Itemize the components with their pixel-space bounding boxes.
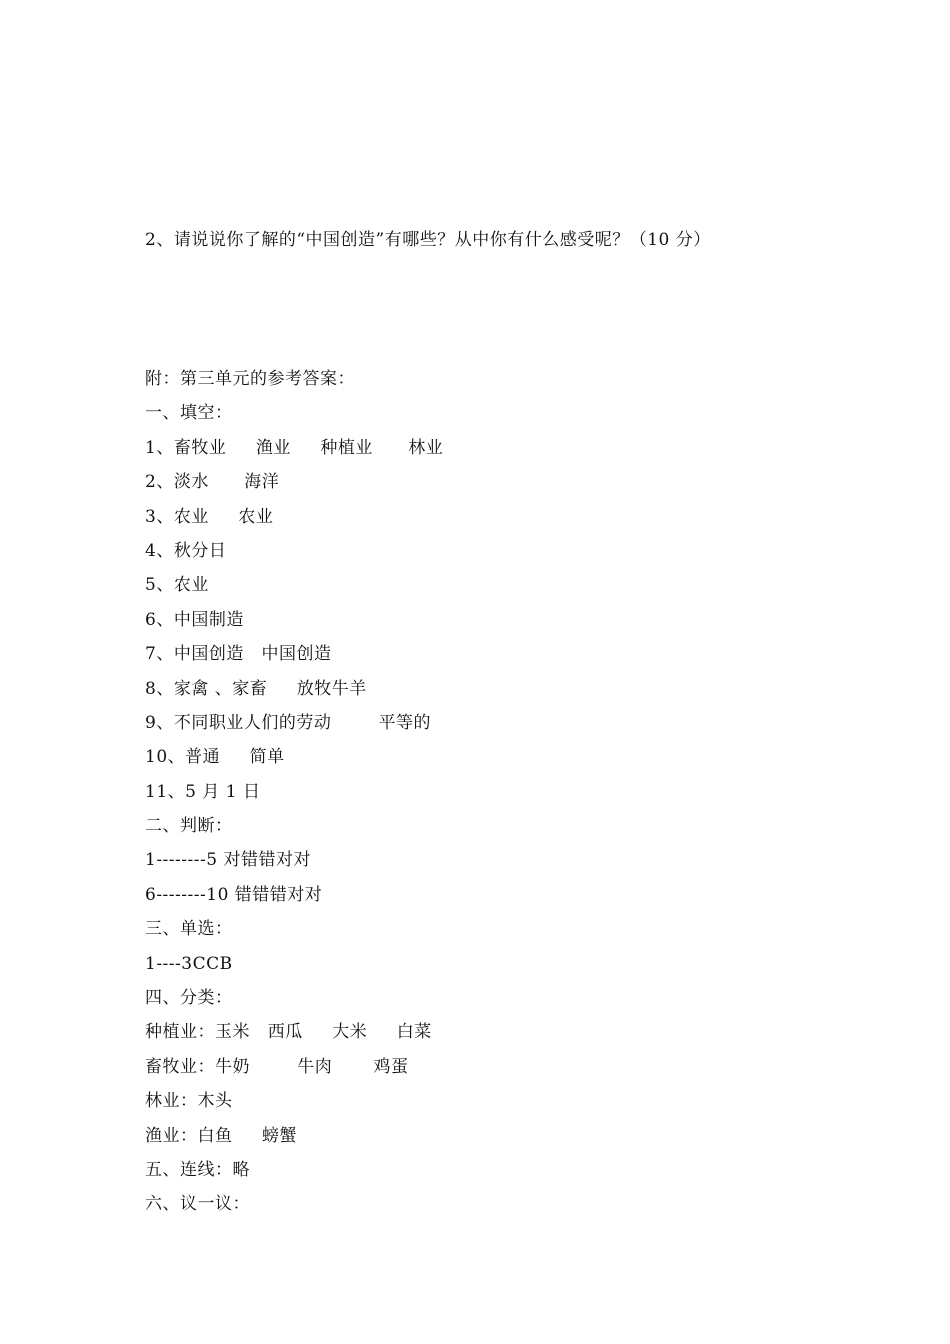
- answer-key: [145, 368, 443, 1228]
- answer-heading: 附：第三单元的参考答案：: [145, 369, 355, 389]
- section-single-choice: 三、单选：: [145, 919, 233, 940]
- answer-line: 9、不同职业人们的劳动 平等的: [145, 712, 432, 733]
- answer-line: 种植业：玉米 西瓜 大米 白菜: [145, 1022, 432, 1043]
- answer-line: 1----3CCB: [145, 953, 233, 974]
- section-fill-blank: 一、填空：: [145, 403, 233, 424]
- answer-line: 4、秋分日: [145, 540, 227, 561]
- answer-line: 1、畜牧业 渔业 种植业 林业: [145, 437, 444, 458]
- answer-line: 2、淡水 海洋: [145, 472, 280, 493]
- answer-line: 1--------5 对错错对对: [145, 850, 311, 871]
- answer-line: 8、家禽 、家畜 放牧牛羊: [145, 678, 367, 699]
- answer-line: 7、中国创造 中国创造: [145, 644, 332, 665]
- section-matching: 五、连线：略: [145, 1159, 250, 1180]
- answer-line: 渔业：白鱼 螃蟹: [145, 1125, 298, 1146]
- section-true-false: 二、判断：: [145, 816, 233, 837]
- answer-line: 6、中国制造: [145, 609, 244, 630]
- question-2: 2、请说说你了解的“中国创造”有哪些？从中你有什么感受呢？（10 分）: [145, 230, 711, 250]
- answer-line: 10、普通 简单: [145, 747, 285, 768]
- answer-line: 林业：木头: [145, 1091, 233, 1112]
- answer-line: 6--------10 错错错对对: [145, 884, 323, 905]
- answer-line: 11、5 月 1 日: [145, 781, 261, 802]
- answer-line: 3、农业 农业: [145, 506, 274, 527]
- answer-line: 5、农业: [145, 575, 209, 596]
- section-discussion: 六、议一议：: [145, 1194, 250, 1215]
- section-classification: 四、分类：: [145, 988, 233, 1009]
- answer-line: 畜牧业：牛奶 牛肉 鸡蛋: [145, 1056, 409, 1077]
